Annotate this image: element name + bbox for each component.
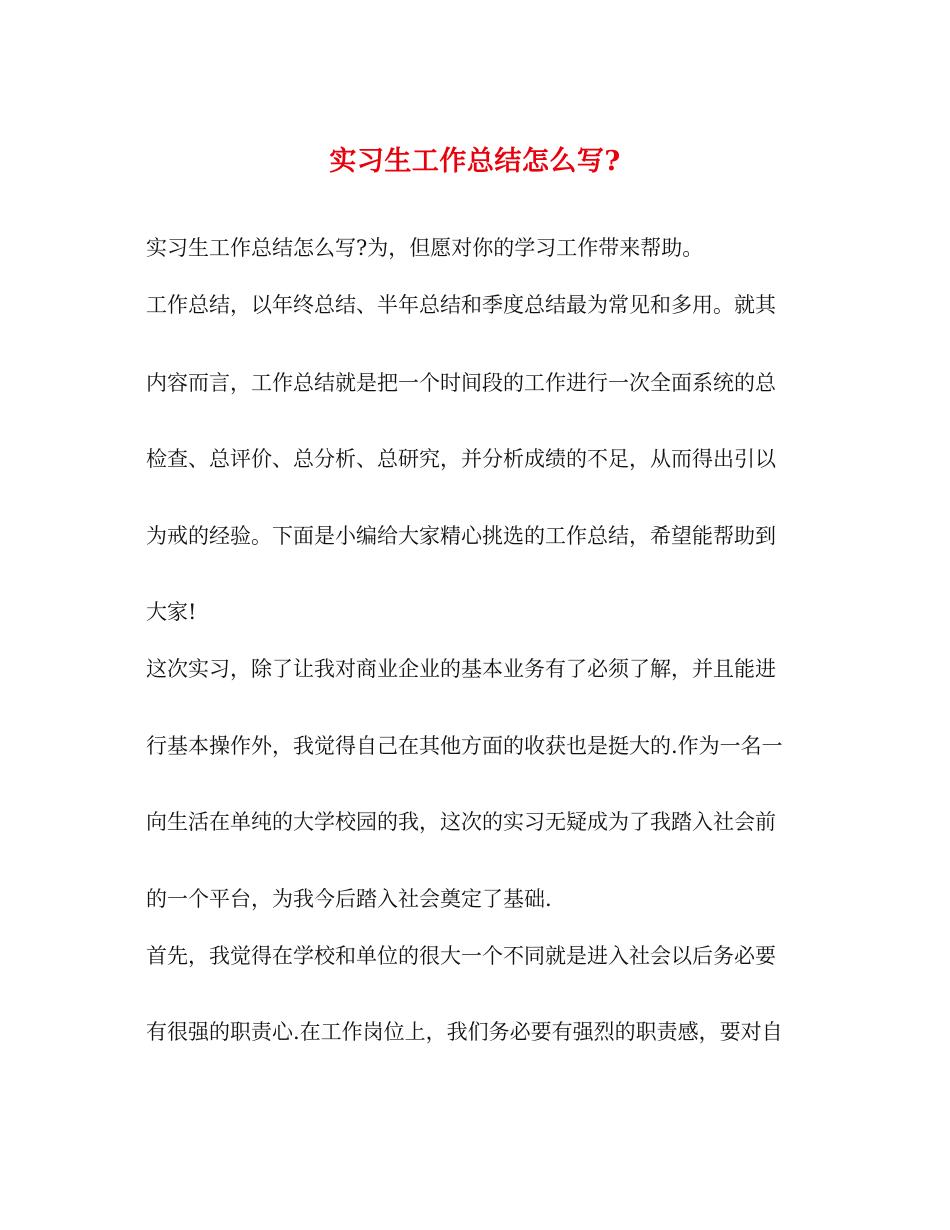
document-title: 实习生工作总结怎么写? <box>329 146 621 177</box>
paragraph-line: 首先，我觉得在学校和单位的很大一个不同就是进入社会以后务必要 <box>146 944 776 968</box>
paragraph-line: 工作总结，以年终总结、半年总结和季度总结最为常见和多用。就其 <box>146 293 776 317</box>
paragraph-line: 这次实习，除了让我对商业企业的基本业务有了必须了解，并且能进 <box>146 657 776 681</box>
paragraph-line: 的一个平台，为我今后踏入社会奠定了基础. <box>146 887 552 911</box>
paragraph-line: 内容而言，工作总结就是把一个时间段的工作进行一次全面系统的总 <box>146 371 776 395</box>
intro-line: 实习生工作总结怎么写?为，但愿对你的学习工作带来帮助。 <box>146 236 704 260</box>
paragraph-line: 检查、总评价、总分析、总研究，并分析成绩的不足，从而得出引以 <box>146 447 776 471</box>
paragraph-line: 有很强的职责心.在工作岗位上，我们务必要有强烈的职责感，要对自 <box>146 1020 783 1044</box>
paragraph-line: 大家! <box>146 600 197 624</box>
paragraph-line: 向生活在单纯的大学校园的我，这次的实习无疑成为了我踏入社会前 <box>146 810 776 834</box>
paragraph-line: 行基本操作外，我觉得自己在其他方面的收获也是挺大的.作为一名一 <box>146 734 783 758</box>
paragraph-line: 为戒的经验。下面是小编给大家精心挑选的工作总结，希望能帮助到 <box>146 524 776 548</box>
